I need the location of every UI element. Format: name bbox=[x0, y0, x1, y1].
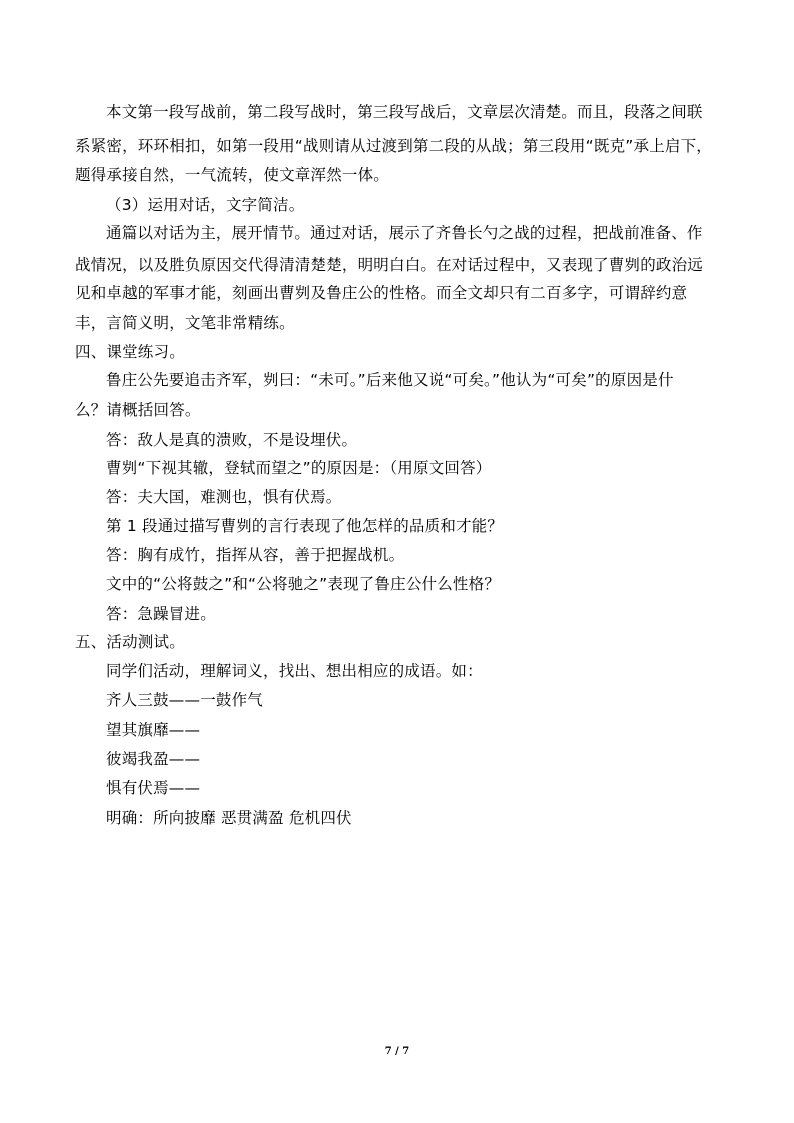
paragraph-line: 同学们活动，理解词义，找出、想出相应的成语。如： bbox=[106, 662, 483, 680]
paragraph-line: 见和卓越的军事才能，刻画出曹刿及鲁庄公的性格。而全文却只有二百多字，可谓辞约意 bbox=[75, 284, 688, 302]
paragraph-line: 本文第一段写战前，第二段写战时，第三段写战后，文章层次清楚。而且，段落之间联 bbox=[106, 103, 703, 121]
paragraph-line: 系紧密，环环相扣，如第一段用“战则请从过渡到第二段的从战；第三段用“既克”承上启下， bbox=[75, 137, 712, 155]
page-number: 7 / 7 bbox=[384, 1046, 410, 1057]
idiom-line: 彼竭我盈—— bbox=[106, 750, 201, 768]
answer-line: 答：急躁冒进。 bbox=[106, 605, 216, 623]
paragraph-line: 丰，言简义明，文笔非常精练。 bbox=[75, 314, 295, 332]
idiom-line: 齐人三鼓——一鼓作气 bbox=[106, 691, 264, 709]
question-line: 第 1 段通过描写曹刿的言行表现了他怎样的品质和才能？ bbox=[106, 517, 504, 535]
subheading: （3）运用对话，文字简洁。 bbox=[106, 196, 305, 214]
answer-line: 答：敌人是真的溃败，不是设埋伏。 bbox=[106, 431, 358, 449]
idiom-line: 望其旗靡—— bbox=[106, 721, 201, 739]
answer-line: 答：胸有成竹，指挥从容，善于把握战机。 bbox=[106, 546, 405, 564]
paragraph-line: 题得承接自然，一气流转，使文章浑然一体。 bbox=[75, 166, 390, 184]
idiom-line: 惧有伏焉—— bbox=[106, 779, 201, 797]
paragraph-line: 通篇以对话为主，展开情节。通过对话，展示了齐鲁长勺之战的过程，把战前准备、作 bbox=[106, 224, 703, 242]
paragraph-line: 战情况，以及胜负原因交代得清清楚楚，明明白白。在对话过程中，又表现了曹刿的政治远 bbox=[75, 256, 704, 274]
answer-line: 明确：所向披靡 恶贯满盈 危机四伏 bbox=[106, 809, 352, 827]
question-line: 鲁庄公先要追击齐军，刿曰：“未可。”后来他又说“可矣。”他认为“可矣”的原因是什 bbox=[106, 371, 674, 389]
question-line: 么？请概括回答。 bbox=[75, 401, 201, 419]
question-line: 文中的“公将鼓之”和“公将驰之”表现了鲁庄公什么性格？ bbox=[106, 575, 501, 593]
question-line: 曹刿“下视其辙，登轼而望之”的原因是：（用原文回答） bbox=[106, 459, 492, 477]
section-heading: 五、活动测试。 bbox=[75, 633, 185, 651]
section-heading: 四、课堂练习。 bbox=[75, 343, 185, 361]
answer-line: 答：夫大国，难测也，惧有伏焉。 bbox=[106, 488, 342, 506]
